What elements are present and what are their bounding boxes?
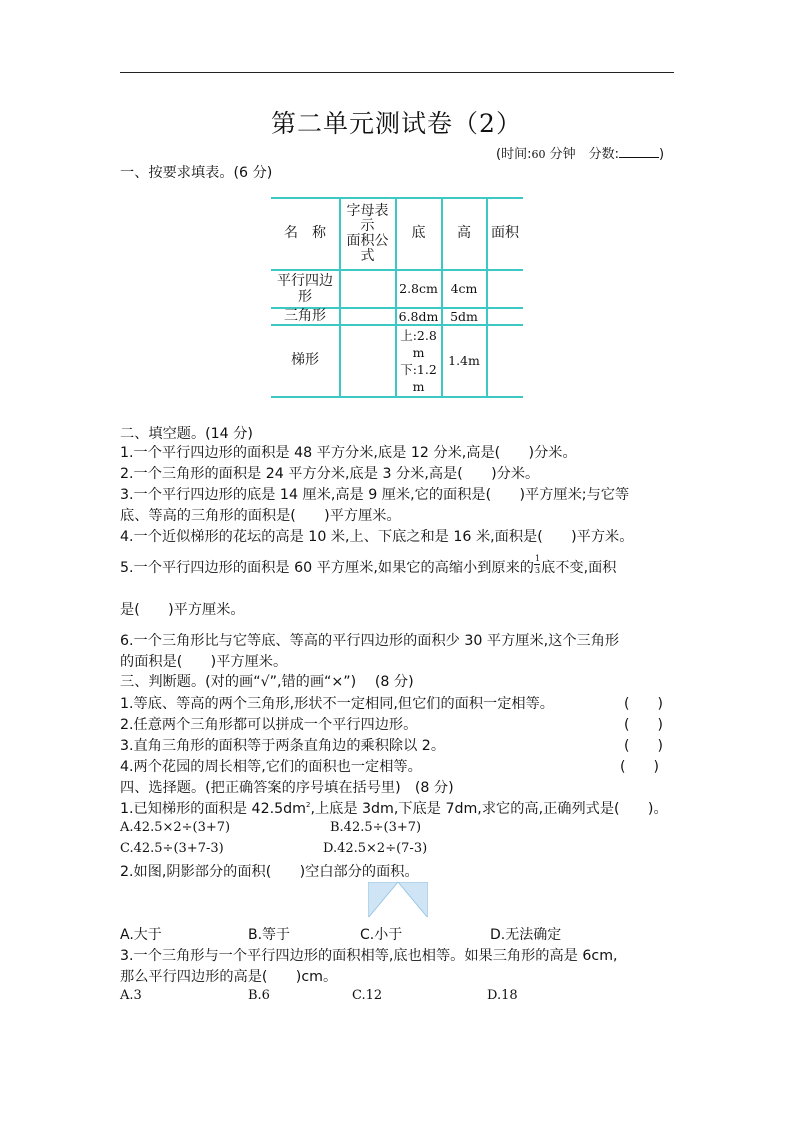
q1-text-cont: ,上底是 3dm,下底是 7dm,求它的高,正确列式是( )。 xyxy=(310,801,668,817)
row-trapezoid-area[interactable] xyxy=(487,325,523,396)
header-height: 高 xyxy=(457,224,471,241)
row-trapezoid-name: 梯形 xyxy=(291,352,319,368)
row-trapezoid-height: 1.4m xyxy=(448,353,480,368)
fill-question-6-cont: 的面积是( )平方厘米。 xyxy=(120,654,288,670)
q2-option-c[interactable]: C.小于 xyxy=(360,927,403,943)
row-triangle-area[interactable] xyxy=(487,308,523,324)
header-area: 面积 xyxy=(491,224,519,241)
choice-question-3-cont: 那么平行四边形的高是( )cm。 xyxy=(120,969,338,985)
q1-superscript: 2 xyxy=(305,801,311,809)
base-line: m xyxy=(412,344,425,360)
q1-text: 1.已知梯形的面积是 42.5dm xyxy=(120,801,306,817)
row-parallelogram-area[interactable] xyxy=(487,270,523,307)
row-trapezoid-formula[interactable] xyxy=(340,325,395,396)
q1-option-a[interactable]: A.42.5×2÷(3+7) xyxy=(120,820,231,835)
time-score-info xyxy=(496,143,664,162)
name-line: 形 xyxy=(298,288,312,305)
judge-answer-1[interactable]: ( ) xyxy=(624,696,663,712)
judge-question-2: 2.任意两个三角形都可以拼成一个平行四边形。 xyxy=(120,717,418,733)
section4-heading: 四、选择题。(把正确答案的序号填在括号里) (8 分) xyxy=(120,780,454,796)
judge-question-1: 1.等底、等高的两个三角形,形状不一定相同,但它们的面积一定相等。 xyxy=(120,696,554,712)
base-line: m xyxy=(412,378,425,394)
row-trapezoid-base xyxy=(396,325,441,396)
q1-option-c[interactable]: C.42.5÷(3+7-3) xyxy=(120,841,224,856)
fraction-bar xyxy=(534,564,540,565)
section1-heading: 一、按要求填表。(6 分) xyxy=(120,165,273,181)
q1-option-d[interactable]: D.42.5×2÷(7-3) xyxy=(323,841,428,856)
fill-question-2: 2.一个三角形的面积是 24 平方分米,底是 3 分米,高是( )分米。 xyxy=(120,466,540,482)
shaded-figure xyxy=(368,882,428,918)
q2-option-b[interactable]: B.等于 xyxy=(248,927,291,943)
header-name: 名 称 xyxy=(284,224,326,241)
q3-option-a[interactable]: A.3 xyxy=(120,988,142,1003)
header-formula-line: 面积公 xyxy=(346,233,389,249)
name-line: 平行四边 xyxy=(277,272,333,289)
time-value: 60 xyxy=(531,148,546,161)
judge-answer-3[interactable]: ( ) xyxy=(624,738,663,754)
row-parallelogram-name xyxy=(271,270,339,307)
judge-answer-2[interactable]: ( ) xyxy=(624,717,663,733)
row-triangle-formula[interactable] xyxy=(340,308,395,324)
judge-question-3: 3.直角三角形的面积等于两条直角边的乘积除以 2。 xyxy=(120,738,446,754)
q1-option-b[interactable]: B.42.5÷(3+7) xyxy=(330,820,422,835)
header-rule xyxy=(120,72,674,73)
section2-heading: 二、填空题。(14 分) xyxy=(120,426,253,442)
fill-question-5-text: 5.一个平行四边形的面积是 60 平方厘米,如果它的高缩小到原来的 xyxy=(120,560,534,576)
header-base: 底 xyxy=(411,224,426,241)
fill-question-5-text-cont: 底不变,面积 xyxy=(541,560,617,576)
fill-table xyxy=(271,197,523,398)
row-triangle-height: 5dm xyxy=(450,308,478,324)
row-parallelogram-height: 4cm xyxy=(450,281,478,296)
judge-question-4: 4.两个花园的周长相等,它们的面积也一定相等。 xyxy=(120,759,422,775)
fill-question-4: 4.一个近似梯形的花坛的高是 10 米,上、下底之和是 16 米,面积是( )平方米。 xyxy=(120,529,634,545)
fill-question-5 xyxy=(120,554,617,578)
fraction-denominator: 3 xyxy=(535,566,541,575)
header-formula-line: 示 xyxy=(360,218,375,234)
choice-question-1 xyxy=(120,798,668,818)
page-title: 第二单元测试卷（2） xyxy=(271,109,522,138)
base-line: 上:2.8 xyxy=(400,327,437,343)
row-triangle-base: 6.8dm xyxy=(398,308,439,324)
judge-answer-4[interactable]: ( ) xyxy=(620,759,659,775)
q3-option-c[interactable]: C.12 xyxy=(352,988,383,1003)
q3-option-d[interactable]: D.18 xyxy=(487,988,518,1003)
fraction-one-third xyxy=(534,554,541,578)
choice-question-3: 3.一个三角形与一个平行四边形的面积相等,底也相等。如果三角形的高是 6cm, xyxy=(120,948,618,964)
fill-question-3: 3.一个平行四边形的底是 14 厘米,高是 9 厘米,它的面积是( )平方厘米;与它等 xyxy=(120,487,630,503)
fill-question-6: 6.一个三角形比与它等底、等高的平行四边形的面积少 30 平方厘米,这个三角形 xyxy=(120,633,620,649)
row-parallelogram-base: 2.8cm xyxy=(399,281,438,296)
row-triangle-name: 三角形 xyxy=(284,307,326,324)
fill-question-1: 1.一个平行四边形的面积是 48 平方分米,底是 12 分米,高是( )分米。 xyxy=(120,445,577,461)
fill-question-5-cont: 是( )平方厘米。 xyxy=(120,602,245,618)
q2-option-a[interactable]: A.大于 xyxy=(120,927,162,943)
q2-option-d[interactable]: D.无法确定 xyxy=(490,927,562,943)
meta-time-unit: 分钟 分数: xyxy=(545,147,619,162)
choice-question-2: 2.如图,阴影部分的面积( )空白部分的面积。 xyxy=(120,864,419,880)
header-formula-line: 式 xyxy=(360,248,375,264)
header-formula-line: 字母表 xyxy=(346,203,389,219)
fraction-numerator: 1 xyxy=(535,554,541,563)
section3-heading: 三、判断题。(对的画“√”,错的画“×”) (8 分) xyxy=(120,674,414,690)
row-parallelogram-formula[interactable] xyxy=(340,270,395,307)
score-blank[interactable] xyxy=(619,145,659,158)
base-line: 下:1.2 xyxy=(400,361,437,377)
fill-question-3-cont: 底、等高的三角形的面积是( )平方厘米。 xyxy=(120,508,401,524)
meta-prefix: (时间: xyxy=(496,147,532,162)
header-formula xyxy=(340,198,395,270)
meta-suffix: ) xyxy=(658,147,665,162)
q3-option-b[interactable]: B.6 xyxy=(248,988,270,1003)
